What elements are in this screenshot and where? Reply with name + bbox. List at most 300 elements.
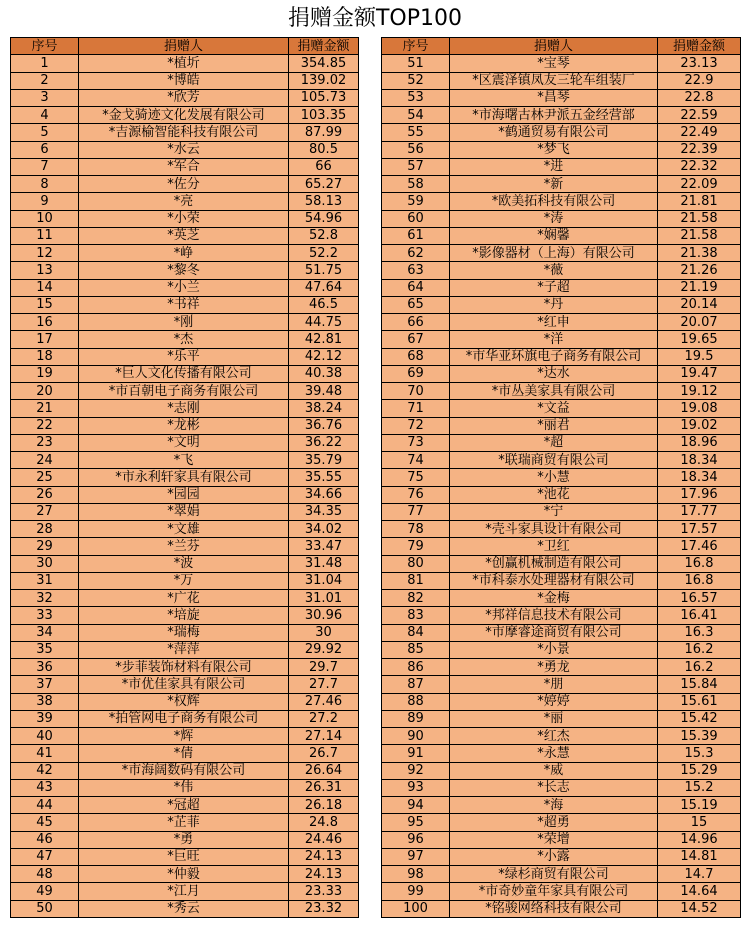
cell-rank: 89 (382, 710, 450, 727)
cell-rank: 95 (382, 814, 450, 831)
cell-rank: 40 (11, 728, 79, 745)
cell-rank: 2 (11, 72, 79, 89)
cell-rank: 1 (11, 55, 79, 72)
table-row (11, 193, 359, 210)
table-row (382, 590, 741, 607)
donation-table-right (381, 37, 741, 918)
cell-rank: 5 (11, 124, 79, 141)
cell-amount: 21.81 (658, 193, 741, 210)
table-row (11, 176, 359, 193)
cell-amount: 354.85 (289, 55, 359, 72)
table-row (382, 797, 741, 814)
cell-donor: *池花 (450, 486, 658, 503)
table-row (382, 486, 741, 503)
cell-rank: 79 (382, 538, 450, 555)
table-row (11, 89, 359, 106)
cell-rank: 99 (382, 883, 450, 900)
cell-amount: 30.96 (289, 607, 359, 624)
table-row (382, 55, 741, 72)
table-row (382, 779, 741, 796)
cell-amount: 22.32 (658, 158, 741, 175)
cell-donor: *海 (450, 797, 658, 814)
cell-donor: *龙彬 (79, 417, 289, 434)
table-row (11, 693, 359, 710)
table-row (382, 883, 741, 900)
cell-amount: 22.9 (658, 72, 741, 89)
cell-rank: 8 (11, 176, 79, 193)
table-row (382, 210, 741, 227)
table-row (11, 452, 359, 469)
table-row (11, 245, 359, 262)
cell-rank: 70 (382, 383, 450, 400)
cell-amount: 139.02 (289, 72, 359, 89)
cell-amount: 16.2 (658, 659, 741, 676)
table-row (382, 848, 741, 865)
cell-rank: 37 (11, 676, 79, 693)
cell-donor: *荣增 (450, 831, 658, 848)
table-body-right (382, 55, 741, 918)
table-row (11, 486, 359, 503)
cell-amount: 46.5 (289, 296, 359, 313)
cell-rank: 98 (382, 866, 450, 883)
cell-donor: *丽 (450, 710, 658, 727)
table-row (382, 555, 741, 572)
cell-rank: 51 (382, 55, 450, 72)
cell-donor: *志刚 (79, 400, 289, 417)
cell-rank: 35 (11, 641, 79, 658)
cell-rank: 27 (11, 503, 79, 520)
cell-amount: 51.75 (289, 262, 359, 279)
cell-rank: 36 (11, 659, 79, 676)
cell-rank: 88 (382, 693, 450, 710)
cell-amount: 26.31 (289, 779, 359, 796)
cell-amount: 34.35 (289, 503, 359, 520)
cell-rank: 73 (382, 434, 450, 451)
cell-amount: 14.81 (658, 848, 741, 865)
cell-rank: 54 (382, 107, 450, 124)
cell-amount: 29.92 (289, 641, 359, 658)
cell-amount: 27.7 (289, 676, 359, 693)
table-row (11, 624, 359, 641)
cell-rank: 18 (11, 348, 79, 365)
cell-rank: 12 (11, 245, 79, 262)
cell-rank: 85 (382, 641, 450, 658)
table-row (382, 245, 741, 262)
cell-amount: 58.13 (289, 193, 359, 210)
cell-amount: 22.8 (658, 89, 741, 106)
header-row (382, 38, 741, 55)
cell-donor: *超勇 (450, 814, 658, 831)
cell-rank: 15 (11, 296, 79, 313)
cell-rank: 47 (11, 848, 79, 865)
cell-amount: 17.57 (658, 521, 741, 538)
cell-amount: 21.58 (658, 210, 741, 227)
table-row (382, 158, 741, 175)
cell-donor: *涛 (450, 210, 658, 227)
table-row (11, 417, 359, 434)
cell-rank: 33 (11, 607, 79, 624)
table-row (11, 866, 359, 883)
cell-amount: 24.46 (289, 831, 359, 848)
cell-donor: *婷婷 (450, 693, 658, 710)
cell-rank: 32 (11, 590, 79, 607)
table-row (382, 176, 741, 193)
cell-donor: *拍管网电子商务有限公司 (79, 710, 289, 727)
table-row (11, 831, 359, 848)
cell-rank: 29 (11, 538, 79, 555)
cell-amount: 27.14 (289, 728, 359, 745)
cell-rank: 97 (382, 848, 450, 865)
table-row (11, 607, 359, 624)
cell-rank: 65 (382, 296, 450, 313)
cell-donor: *壳斗家具设计有限公司 (450, 521, 658, 538)
cell-amount: 31.48 (289, 555, 359, 572)
cell-rank: 42 (11, 762, 79, 779)
table-row (382, 417, 741, 434)
cell-rank: 10 (11, 210, 79, 227)
cell-rank: 87 (382, 676, 450, 693)
cell-donor: *冠超 (79, 797, 289, 814)
cell-rank: 90 (382, 728, 450, 745)
table-row (11, 262, 359, 279)
cell-donor: *英芝 (79, 227, 289, 244)
table-row (382, 365, 741, 382)
cell-donor: *梦飞 (450, 141, 658, 158)
header-row (11, 38, 359, 55)
cell-donor: *吉源榆智能科技有限公司 (79, 124, 289, 141)
table-row (382, 434, 741, 451)
cell-rank: 58 (382, 176, 450, 193)
cell-amount: 21.58 (658, 227, 741, 244)
cell-rank: 30 (11, 555, 79, 572)
cell-donor: *文雄 (79, 521, 289, 538)
table-row (11, 400, 359, 417)
cell-rank: 96 (382, 831, 450, 848)
cell-donor: *丽君 (450, 417, 658, 434)
table-row (382, 814, 741, 831)
cell-donor: *宁 (450, 503, 658, 520)
cell-donor: *红申 (450, 314, 658, 331)
cell-rank: 41 (11, 745, 79, 762)
cell-donor: *小荣 (79, 210, 289, 227)
cell-donor: *步菲装饰材料有限公司 (79, 659, 289, 676)
cell-donor: *朋 (450, 676, 658, 693)
cell-amount: 15.39 (658, 728, 741, 745)
cell-rank: 34 (11, 624, 79, 641)
cell-donor: *金戈骑迹文化发展有限公司 (79, 107, 289, 124)
cell-rank: 55 (382, 124, 450, 141)
table-row (382, 469, 741, 486)
cell-amount: 17.46 (658, 538, 741, 555)
cell-donor: *洋 (450, 331, 658, 348)
table-row (382, 745, 741, 762)
cell-donor: *倩 (79, 745, 289, 762)
cell-donor: *市海曙古林尹派五金经营部 (450, 107, 658, 124)
table-body-left (11, 55, 359, 918)
cell-donor: *波 (79, 555, 289, 572)
cell-rank: 92 (382, 762, 450, 779)
cell-amount: 22.49 (658, 124, 741, 141)
donation-table-left (10, 37, 359, 918)
cell-donor: *翠娟 (79, 503, 289, 520)
header-rank: 序号 (11, 38, 79, 55)
cell-donor: *市优佳家具有限公司 (79, 676, 289, 693)
cell-donor: *乐平 (79, 348, 289, 365)
cell-amount: 21.26 (658, 262, 741, 279)
cell-donor: *邦祥信息技术有限公司 (450, 607, 658, 624)
cell-donor: *欧美拓科技有限公司 (450, 193, 658, 210)
table-row (11, 555, 359, 572)
cell-donor: *小慧 (450, 469, 658, 486)
cell-donor: *铭骏网络科技有限公司 (450, 900, 658, 917)
cell-amount: 23.13 (658, 55, 741, 72)
cell-amount: 16.8 (658, 555, 741, 572)
cell-amount: 20.14 (658, 296, 741, 313)
cell-amount: 80.5 (289, 141, 359, 158)
cell-amount: 23.32 (289, 900, 359, 917)
cell-amount: 16.41 (658, 607, 741, 624)
cell-rank: 71 (382, 400, 450, 417)
cell-rank: 43 (11, 779, 79, 796)
cell-amount: 21.19 (658, 279, 741, 296)
cell-amount: 14.96 (658, 831, 741, 848)
table-row (382, 503, 741, 520)
cell-amount: 24.13 (289, 866, 359, 883)
table-row (382, 641, 741, 658)
cell-amount: 23.33 (289, 883, 359, 900)
table-row (11, 469, 359, 486)
table-row (382, 279, 741, 296)
cell-rank: 83 (382, 607, 450, 624)
cell-rank: 23 (11, 434, 79, 451)
header-amount: 捐赠金额 (289, 38, 359, 55)
table-row (382, 89, 741, 106)
cell-donor: *培旋 (79, 607, 289, 624)
cell-donor: *广花 (79, 590, 289, 607)
cell-amount: 44.75 (289, 314, 359, 331)
cell-amount: 54.96 (289, 210, 359, 227)
cell-donor: *辉 (79, 728, 289, 745)
cell-amount: 18.34 (658, 469, 741, 486)
table-row (382, 538, 741, 555)
cell-amount: 19.08 (658, 400, 741, 417)
cell-donor: *军合 (79, 158, 289, 175)
cell-amount: 15.42 (658, 710, 741, 727)
cell-donor: *园园 (79, 486, 289, 503)
cell-amount: 40.38 (289, 365, 359, 382)
table-row (11, 227, 359, 244)
cell-amount: 52.2 (289, 245, 359, 262)
table-row (11, 55, 359, 72)
cell-rank: 22 (11, 417, 79, 434)
cell-amount: 21.38 (658, 245, 741, 262)
cell-amount: 17.77 (658, 503, 741, 520)
table-row (382, 141, 741, 158)
cell-amount: 19.5 (658, 348, 741, 365)
cell-rank: 66 (382, 314, 450, 331)
table-row (11, 365, 359, 382)
cell-amount: 19.65 (658, 331, 741, 348)
cell-donor: *卫红 (450, 538, 658, 555)
cell-amount: 14.52 (658, 900, 741, 917)
cell-rank: 86 (382, 659, 450, 676)
cell-rank: 16 (11, 314, 79, 331)
cell-rank: 39 (11, 710, 79, 727)
cell-amount: 15.19 (658, 797, 741, 814)
table-row (11, 296, 359, 313)
cell-rank: 24 (11, 452, 79, 469)
cell-amount: 22.39 (658, 141, 741, 158)
table-row (382, 331, 741, 348)
cell-donor: *市海阔数码有限公司 (79, 762, 289, 779)
cell-rank: 38 (11, 693, 79, 710)
cell-donor: *鹤通贸易有限公司 (450, 124, 658, 141)
table-row (11, 659, 359, 676)
cell-rank: 57 (382, 158, 450, 175)
cell-donor: *丹 (450, 296, 658, 313)
cell-donor: *水云 (79, 141, 289, 158)
cell-donor: *文明 (79, 434, 289, 451)
cell-donor: *市百朝电子商务有限公司 (79, 383, 289, 400)
cell-amount: 52.8 (289, 227, 359, 244)
table-row (382, 676, 741, 693)
cell-donor: *书祥 (79, 296, 289, 313)
cell-rank: 67 (382, 331, 450, 348)
cell-rank: 13 (11, 262, 79, 279)
cell-amount: 27.46 (289, 693, 359, 710)
page-title: 捐赠金额TOP100 (287, 6, 462, 31)
cell-rank: 25 (11, 469, 79, 486)
cell-donor: *小露 (450, 848, 658, 865)
cell-amount: 42.81 (289, 331, 359, 348)
cell-amount: 17.96 (658, 486, 741, 503)
header-amount: 捐赠金额 (658, 38, 741, 55)
cell-donor: *兰芬 (79, 538, 289, 555)
cell-amount: 18.34 (658, 452, 741, 469)
cell-donor: *勇龙 (450, 659, 658, 676)
cell-amount: 15.3 (658, 745, 741, 762)
table-row (382, 124, 741, 141)
table-row (11, 779, 359, 796)
cell-rank: 45 (11, 814, 79, 831)
cell-amount: 18.96 (658, 434, 741, 451)
cell-amount: 16.2 (658, 641, 741, 658)
cell-amount: 103.35 (289, 107, 359, 124)
table-row (11, 503, 359, 520)
table-row (11, 331, 359, 348)
cell-amount: 36.22 (289, 434, 359, 451)
table-row (11, 676, 359, 693)
table-row (382, 728, 741, 745)
cell-rank: 59 (382, 193, 450, 210)
cell-amount: 24.8 (289, 814, 359, 831)
cell-donor: *达水 (450, 365, 658, 382)
cell-donor: *江月 (79, 883, 289, 900)
cell-rank: 14 (11, 279, 79, 296)
cell-amount: 15 (658, 814, 741, 831)
cell-rank: 76 (382, 486, 450, 503)
table-row (11, 814, 359, 831)
cell-amount: 22.59 (658, 107, 741, 124)
cell-amount: 16.57 (658, 590, 741, 607)
cell-rank: 31 (11, 572, 79, 589)
table-row (11, 521, 359, 538)
cell-amount: 15.61 (658, 693, 741, 710)
cell-rank: 77 (382, 503, 450, 520)
cell-amount: 26.18 (289, 797, 359, 814)
cell-amount: 15.2 (658, 779, 741, 796)
table-row (11, 710, 359, 727)
cell-donor: *亮 (79, 193, 289, 210)
cell-amount: 26.64 (289, 762, 359, 779)
cell-amount: 33.47 (289, 538, 359, 555)
cell-rank: 60 (382, 210, 450, 227)
cell-donor: *红杰 (450, 728, 658, 745)
cell-amount: 65.27 (289, 176, 359, 193)
cell-rank: 50 (11, 900, 79, 917)
cell-rank: 28 (11, 521, 79, 538)
cell-rank: 72 (382, 417, 450, 434)
cell-amount: 36.76 (289, 417, 359, 434)
table-row (11, 141, 359, 158)
cell-amount: 27.2 (289, 710, 359, 727)
cell-rank: 44 (11, 797, 79, 814)
cell-donor: *长志 (450, 779, 658, 796)
cell-rank: 20 (11, 383, 79, 400)
table-row (11, 314, 359, 331)
table-row (382, 227, 741, 244)
cell-rank: 46 (11, 831, 79, 848)
cell-rank: 63 (382, 262, 450, 279)
cell-donor: *勇 (79, 831, 289, 848)
cell-donor: *巨旺 (79, 848, 289, 865)
table-row (382, 296, 741, 313)
cell-donor: *市科泰水处理器材有限公司 (450, 572, 658, 589)
cell-rank: 82 (382, 590, 450, 607)
table-row (382, 400, 741, 417)
table-row (382, 693, 741, 710)
cell-amount: 42.12 (289, 348, 359, 365)
cell-rank: 81 (382, 572, 450, 589)
table-row (11, 745, 359, 762)
cell-amount: 35.79 (289, 452, 359, 469)
table-row (11, 107, 359, 124)
cell-donor: *博皓 (79, 72, 289, 89)
table-row (382, 710, 741, 727)
cell-rank: 52 (382, 72, 450, 89)
cell-donor: *万 (79, 572, 289, 589)
cell-donor: *绿杉商贸有限公司 (450, 866, 658, 883)
cell-rank: 17 (11, 331, 79, 348)
table-row (382, 193, 741, 210)
cell-amount: 22.09 (658, 176, 741, 193)
cell-donor: *瑞梅 (79, 624, 289, 641)
cell-rank: 74 (382, 452, 450, 469)
table-row (11, 848, 359, 865)
cell-rank: 69 (382, 365, 450, 382)
cell-donor: *超 (450, 434, 658, 451)
cell-amount: 29.7 (289, 659, 359, 676)
cell-donor: *飞 (79, 452, 289, 469)
table-row (382, 624, 741, 641)
cell-donor: *联瑞商贸有限公司 (450, 452, 658, 469)
cell-rank: 7 (11, 158, 79, 175)
cell-donor: *佐分 (79, 176, 289, 193)
table-row (11, 383, 359, 400)
cell-amount: 16.3 (658, 624, 741, 641)
cell-donor: *影像器材（上海）有限公司 (450, 245, 658, 262)
table-row (11, 72, 359, 89)
